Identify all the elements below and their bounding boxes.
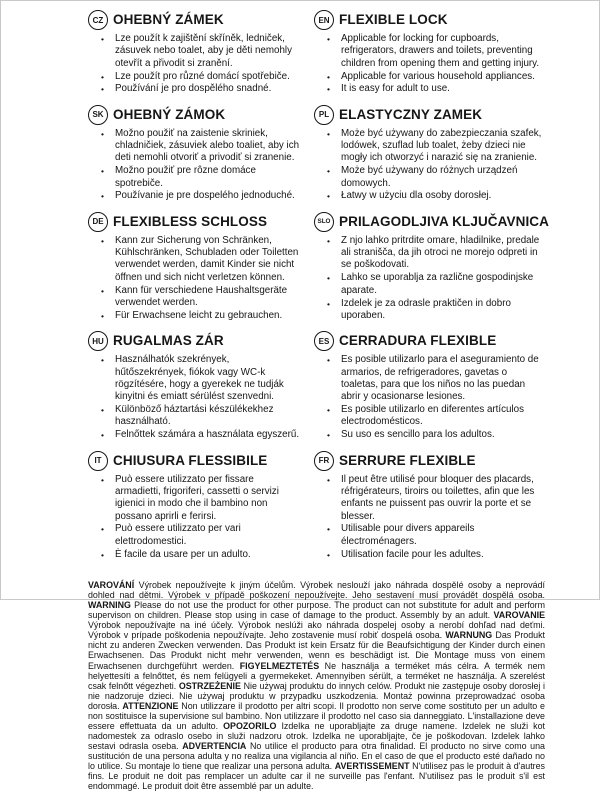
section-title: CHIUSURA FLESSIBILE bbox=[113, 452, 268, 468]
warning-keyword: WARNUNG bbox=[445, 630, 493, 641]
bullet-text: Izdelek je za odrasle praktičen in dobro uporaben. bbox=[341, 297, 511, 321]
warning-keyword: OSTRZEŻENIE bbox=[178, 680, 241, 691]
section-header bbox=[88, 451, 301, 471]
warning-text: Please do not use the product for other purpose. The product can not substitute for adult and perform supervison on children. Please stop using in case of damage to the product. Assembly by an adult. bbox=[88, 600, 545, 621]
bullet-list bbox=[314, 235, 545, 322]
bullet-icon: • bbox=[101, 285, 104, 296]
bullet-icon: • bbox=[101, 191, 104, 202]
bullet-text: Für Erwachsene leicht zu gebrauchen. bbox=[115, 309, 283, 321]
bullet-item bbox=[314, 33, 545, 70]
bullet-text: Kann zur Sicherung von Schränken, Kühlschränken, Schubladen oder Toiletten verwendet werden, damit Kinder sie nicht öffnen und sich nicht verletzen können. bbox=[115, 234, 299, 283]
bullet-icon: • bbox=[327, 128, 330, 139]
bullet-icon: • bbox=[327, 549, 330, 560]
bullet-item bbox=[88, 285, 301, 310]
bullet-item bbox=[314, 354, 545, 403]
bullet-item bbox=[314, 298, 545, 323]
bullet-icon: • bbox=[327, 355, 330, 366]
bullet-list bbox=[314, 33, 545, 96]
warning-keyword: OPOZORILO bbox=[223, 720, 277, 731]
bullet-icon: • bbox=[101, 84, 104, 95]
bullet-list bbox=[88, 235, 301, 322]
section-title: FLEXIBLE LOCK bbox=[339, 11, 448, 27]
bullet-item bbox=[88, 190, 301, 202]
bullet-text: Možno použiť pre rôzne domáce spotrebiče. bbox=[115, 165, 256, 189]
bullet-icon: • bbox=[101, 310, 104, 321]
section-header bbox=[88, 105, 301, 125]
bullet-item bbox=[88, 165, 301, 190]
warning-text: Nie używaj produktu do innych celów. Produkt nie zastępuje osoby dorosłej i nie nadzoruje dzieci. Nie używaj produktu w przypadku uszkodzenia. Montaż powinna przeprowadzać osoba dorosła. bbox=[88, 680, 545, 711]
bullet-item bbox=[314, 83, 545, 95]
bullet-list bbox=[88, 354, 301, 441]
bullet-list bbox=[88, 33, 301, 96]
bullet-item bbox=[314, 549, 545, 561]
warnings-paragraph bbox=[88, 580, 545, 791]
bullet-icon: • bbox=[327, 524, 330, 535]
bullet-list bbox=[314, 474, 545, 561]
bullet-item bbox=[88, 429, 301, 441]
section-fr bbox=[314, 451, 545, 561]
bullet-icon: • bbox=[327, 474, 330, 485]
bullet-icon: • bbox=[101, 405, 104, 416]
bullet-text: Kann für verschiedene Haushaltsgeräte verwendet werden. bbox=[115, 284, 288, 308]
section-header bbox=[314, 212, 550, 232]
bullet-text: Lze použít pro různé domácí spotřebiče. bbox=[115, 70, 290, 82]
warning-text: Ne használja a terméket más célra. A termék nem helyettesíti a felnőttet, és nem felügyeli a gyermekeket. Amennyiben sérült, a terméket ne használja. A szerelést csak felnőtt végezheti. bbox=[88, 660, 545, 691]
language-badge-slo: SLO bbox=[314, 212, 334, 232]
bullet-text: Applicable for various household appliances. bbox=[341, 70, 535, 82]
section-header bbox=[314, 10, 545, 30]
section-header bbox=[88, 10, 301, 30]
bullet-item bbox=[314, 71, 545, 83]
bullet-item bbox=[314, 523, 545, 548]
warning-keyword: WARNING bbox=[88, 600, 131, 611]
bullet-text: Možno použiť na zaistenie skriniek, chladničiek, zásuviek alebo toaliet, aby ich deti nemohli otvoriť a privodiť si zranenie. bbox=[115, 127, 300, 164]
section-title: PRILAGODLJIVA KLJUČAVNICA bbox=[339, 213, 550, 229]
section-it bbox=[88, 451, 301, 561]
bullet-list bbox=[88, 128, 301, 203]
bullet-text: È facile da usare per un adulto. bbox=[115, 548, 251, 560]
bullet-item bbox=[314, 165, 545, 190]
bullet-icon: • bbox=[327, 273, 330, 284]
bullet-icon: • bbox=[327, 166, 330, 177]
section-header bbox=[88, 212, 301, 232]
bullet-icon: • bbox=[101, 128, 104, 139]
bullet-icon: • bbox=[327, 34, 330, 44]
language-badge-en: EN bbox=[314, 10, 334, 30]
bullet-item bbox=[314, 429, 545, 441]
bullet-text: Może być używany do zabezpieczania szafek, lodówek, szuflad lub toalet, żeby dzieci nie mogły ich otworzyć i narazić się na zranienie. bbox=[341, 127, 542, 164]
section-slo bbox=[314, 212, 550, 322]
bullet-icon: • bbox=[327, 430, 330, 441]
bullet-item bbox=[88, 354, 301, 403]
warning-text: Izdelka ne uporabljajte za druge namene. Izdelek ne služi kot nadomestek za odraslo osebo in služi nadzoru otrok. Izdelka ne uporabljajte, če je poškodovan. Izdelek lahko sestavi odrasla oseba. bbox=[88, 720, 545, 751]
language-columns bbox=[88, 10, 550, 570]
section-de bbox=[88, 212, 301, 322]
section-cz bbox=[88, 10, 301, 96]
bullet-item bbox=[314, 404, 545, 429]
section-title: OHEBNÝ ZÁMEK bbox=[113, 11, 224, 27]
section-header bbox=[88, 331, 301, 351]
bullet-text: Può essere utilizzato per fissare armadietti, frigoriferi, cassetti o servizi igienici in modo che il bambino non possano aprirli e ferirsi. bbox=[115, 473, 279, 522]
bullet-item bbox=[88, 404, 301, 429]
bullet-icon: • bbox=[101, 34, 104, 44]
language-badge-cz: CZ bbox=[88, 10, 108, 30]
warning-text: No utilice el producto para otra finalidad. El producto no sirve como una sustitución de una persona adulta y no realiza una vigilancia al niño. En el caso de que el producto esté dañado no lo utilice. Su montaje lo tiene que realizar una persona adulta. bbox=[88, 741, 545, 772]
bullet-icon: • bbox=[327, 191, 330, 202]
section-header bbox=[314, 331, 545, 351]
bullet-text: Használhatók szekrények, hűtőszekrények, fiókok vagy WC-k rögzítésére, hogy a gyerekek ne tudják kinyitni és emiatt sérülést szenvedni. bbox=[115, 354, 284, 403]
bullet-item bbox=[88, 549, 301, 561]
section-title: SERRURE FLEXIBLE bbox=[339, 452, 476, 468]
warning-text: N'utilisez pas le produit à d'autres fins. Le produit ne doit pas remplacer un adulte car il ne surveille pas l'enfant. N'utilisez pas le produit s'il est endommagé. Le produit doit être assemblé par un adulte. bbox=[88, 761, 545, 791]
warning-text: Non utilizzare il prodotto per altri scopi. Il prodotto non serve come sostituto per un adulto e non sostituisce la supervisione sul bambino. Non utilizzare il prodotto nel caso sia danneggiato. L'installazione deve essere effettuata da un adulto. bbox=[88, 700, 545, 731]
warning-keyword: VAROVÁNÍ bbox=[88, 580, 135, 590]
bullet-text: Utilisation facile pour les adultes. bbox=[341, 548, 484, 560]
section-header bbox=[314, 105, 545, 125]
bullet-list bbox=[314, 354, 545, 441]
bullet-item bbox=[314, 190, 545, 202]
warning-keyword: ATTENZIONE bbox=[122, 700, 179, 711]
section-title: CERRADURA FLEXIBLE bbox=[339, 333, 497, 349]
bullet-item bbox=[88, 83, 301, 95]
bullet-icon: • bbox=[327, 235, 330, 246]
warning-keyword: ADVERTENCIA bbox=[182, 741, 247, 751]
bullet-item bbox=[314, 235, 545, 272]
bullet-item bbox=[88, 310, 301, 322]
bullet-icon: • bbox=[101, 524, 104, 535]
bullet-item bbox=[88, 235, 301, 284]
language-badge-pl: PL bbox=[314, 105, 334, 125]
bullet-icon: • bbox=[101, 549, 104, 560]
section-hu bbox=[88, 331, 301, 441]
bullet-text: Különböző háztartási készülékekhez használható. bbox=[115, 404, 274, 428]
bullet-item bbox=[88, 474, 301, 523]
bullet-item bbox=[88, 128, 301, 165]
section-title: OHEBNÝ ZÁMOK bbox=[113, 106, 226, 122]
language-badge-hu: HU bbox=[88, 331, 108, 351]
bullet-text: It is easy for adult to use. bbox=[341, 83, 450, 95]
bullet-text: Il peut être utilisé pour bloquer des placards, réfrigérateurs, tiroirs ou toilettes, afin que les enfants ne puissent pas ouvrir la porte et se blesser. bbox=[341, 473, 535, 522]
language-badge-it: IT bbox=[88, 451, 108, 471]
bullet-icon: • bbox=[327, 71, 330, 82]
bullet-text: Może być używany do różnych urządzeń domowych. bbox=[341, 165, 518, 189]
language-badge-de: DE bbox=[88, 212, 108, 232]
warning-keyword: AVERTISSEMENT bbox=[334, 761, 410, 772]
language-badge-es: ES bbox=[314, 331, 334, 351]
bullet-item bbox=[88, 523, 301, 548]
warning-text: Výrobek nepoužívejte k jiným účelům. Výrobek neslouží jako náhrada dospělé osoby a neprovádí dohled nad dětmi. Výrobek v případě poškození nepoužívejte. Jeho sestavení musí provádět dospělá osoba. bbox=[88, 580, 545, 601]
bullet-text: Z njo lahko pritrdite omare, hladilnike, predale ali stranišča, da jih otroci ne morejo odpreti in se poškodovati. bbox=[341, 234, 540, 271]
bullet-text: Felnőttek számára a használata egyszerű. bbox=[115, 429, 300, 441]
warning-keyword: VAROVANIE bbox=[493, 610, 545, 621]
bullet-item bbox=[314, 474, 545, 523]
section-sk bbox=[88, 105, 301, 203]
bullet-icon: • bbox=[327, 405, 330, 416]
bullet-text: Es posible utilizarlo para el aseguramiento de armarios, de refrigeradores, gavetas o toaletas, para que los niños no las puedan abrir y ocasionarse lesiones. bbox=[341, 354, 539, 403]
bullet-item bbox=[314, 272, 545, 297]
bullet-icon: • bbox=[101, 474, 104, 485]
bullet-text: Používání je pro dospělého snadné. bbox=[115, 83, 272, 95]
section-en bbox=[314, 10, 545, 96]
section-header bbox=[314, 451, 545, 471]
bullet-text: Es posible utilizarlo en diferentes artículos electrodomésticos. bbox=[341, 404, 524, 428]
bullet-text: Lahko se uporablja za različne gospodinjske aparate. bbox=[341, 272, 534, 296]
warning-text: Das Produkt nicht zu anderen Zwecken verwenden. Das Produkt ist kein Ersatz für die Beaufsichtigung der Kinder durch einen Erwachsenen. Das Produkt nicht mehr verwenden, wenn es beschädigt ist. Die Montage muss von einem Erwachsenen durchgeführt werden. bbox=[88, 630, 545, 671]
bullet-text: Applicable for locking for cupboards, refrigerators, drawers and toilets, preventing children from opening them and getting injury. bbox=[341, 33, 540, 69]
bullet-text: Può essere utilizzato per vari elettrodomestici. bbox=[115, 523, 241, 547]
bullet-text: Utilisable pour divers appareils électroménagers. bbox=[341, 523, 475, 547]
section-title: RUGALMAS ZÁR bbox=[113, 333, 224, 349]
bullet-item bbox=[88, 33, 301, 70]
bullet-text: Používanie je pre dospelého jednoduché. bbox=[115, 190, 295, 202]
bullet-icon: • bbox=[327, 84, 330, 95]
bullet-icon: • bbox=[101, 71, 104, 82]
bullet-icon: • bbox=[101, 235, 104, 246]
bullet-list bbox=[314, 128, 545, 203]
bullet-icon: • bbox=[327, 298, 330, 309]
bullet-text: Lze použít k zajištění skříněk, ledniček, zásuvek nebo toalet, aby je děti nemohly otevřít a přivodit si zranění. bbox=[115, 33, 292, 69]
bullet-icon: • bbox=[101, 166, 104, 177]
bullet-item bbox=[88, 71, 301, 83]
language-badge-sk: SK bbox=[88, 105, 108, 125]
bullet-list bbox=[88, 474, 301, 561]
column-right bbox=[314, 10, 550, 570]
section-es bbox=[314, 331, 545, 441]
bullet-icon: • bbox=[101, 430, 104, 441]
bullet-item bbox=[314, 128, 545, 165]
column-left bbox=[88, 10, 301, 570]
warning-keyword: FIGYELMEZTETÉS bbox=[239, 660, 320, 671]
section-title: ELASTYCZNY ZAMEK bbox=[339, 106, 483, 122]
warning-text: Výrobok nepoužívajte na iné účely. Výrobok neslúži ako náhrada dospelej osoby a nerobí dohľad nad deťmi. Výrobok v prípade poškodenia nepoužívajte. Jeho zostavenie musí robiť dospelá osoba. bbox=[88, 620, 545, 641]
section-pl bbox=[314, 105, 545, 203]
bullet-icon: • bbox=[101, 355, 104, 366]
bullet-text: Łatwy w użyciu dla osoby dorosłej. bbox=[341, 190, 492, 202]
language-badge-fr: FR bbox=[314, 451, 334, 471]
bullet-text: Su uso es sencillo para los adultos. bbox=[341, 429, 495, 441]
section-title: FLEXIBLESS SCHLOSS bbox=[113, 213, 268, 229]
